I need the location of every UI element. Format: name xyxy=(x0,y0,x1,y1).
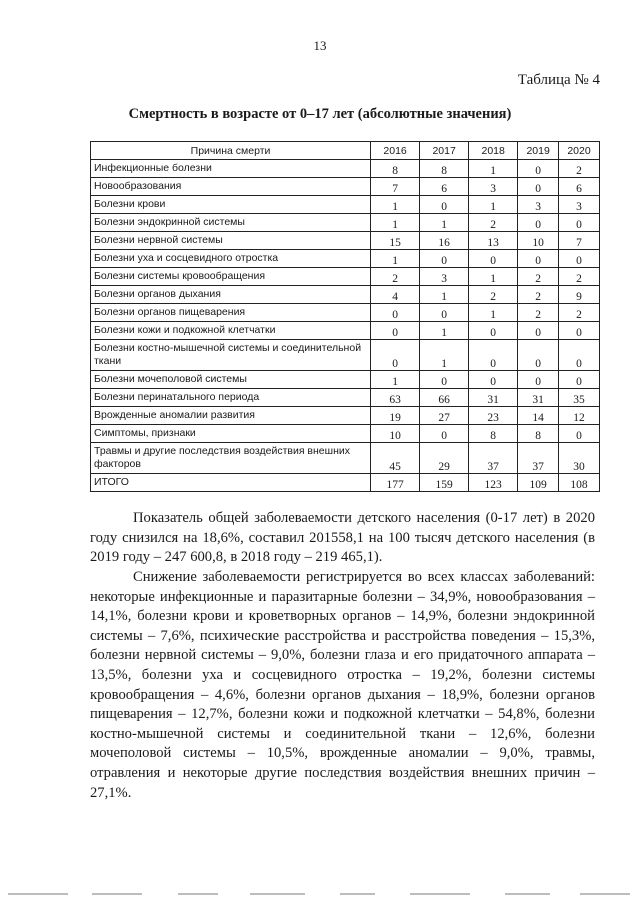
value-cell: 0 xyxy=(518,214,559,232)
value-cell: 0 xyxy=(518,340,559,371)
value-cell: 2 xyxy=(371,268,420,286)
cause-cell: Болезни органов пищеварения xyxy=(91,304,371,322)
value-cell: 0 xyxy=(559,425,600,443)
value-cell: 31 xyxy=(518,389,559,407)
value-cell: 30 xyxy=(559,443,600,474)
value-cell: 37 xyxy=(469,443,518,474)
value-cell: 0 xyxy=(469,250,518,268)
value-cell: 2 xyxy=(518,304,559,322)
cause-cell: Инфекционные болезни xyxy=(91,160,371,178)
table-row xyxy=(91,196,600,214)
cause-cell: Болезни эндокринной системы xyxy=(91,214,371,232)
value-cell: 2 xyxy=(559,160,600,178)
value-cell: 159 xyxy=(420,474,469,492)
cause-cell: Болезни кожи и подкожной клетчатки xyxy=(91,322,371,340)
value-cell: 2 xyxy=(469,214,518,232)
table-row xyxy=(91,322,600,340)
table-row xyxy=(91,250,600,268)
value-cell: 29 xyxy=(420,443,469,474)
body-paragraph-morbidity-rate: Показатель общей заболеваемости детского населения (0-17 лет) в 2020 году снизился на 18,6%, составил 201558,1 на 100 тысяч детского населения (в 2019 году – 247 600,8, в 2018 году – 219 465,1). xyxy=(90,510,595,566)
value-cell: 2 xyxy=(518,268,559,286)
value-cell: 12 xyxy=(559,407,600,425)
value-cell: 31 xyxy=(469,389,518,407)
value-cell: 6 xyxy=(559,178,600,196)
header-year: 2016 xyxy=(371,142,420,160)
value-cell: 0 xyxy=(469,371,518,389)
value-cell: 3 xyxy=(469,178,518,196)
cause-cell: Болезни крови xyxy=(91,196,371,214)
cause-cell: Болезни нервной системы xyxy=(91,232,371,250)
table-row xyxy=(91,407,600,425)
value-cell: 0 xyxy=(420,371,469,389)
scan-edge-marks xyxy=(0,893,640,897)
value-cell: 1 xyxy=(371,214,420,232)
table-row xyxy=(91,371,600,389)
table-row xyxy=(91,443,600,474)
value-cell: 109 xyxy=(518,474,559,492)
value-cell: 10 xyxy=(371,425,420,443)
value-cell: 2 xyxy=(469,286,518,304)
value-cell: 15 xyxy=(371,232,420,250)
value-cell: 3 xyxy=(420,268,469,286)
value-cell: 1 xyxy=(420,322,469,340)
value-cell: 0 xyxy=(469,322,518,340)
value-cell: 0 xyxy=(420,196,469,214)
value-cell: 0 xyxy=(518,250,559,268)
value-cell: 23 xyxy=(469,407,518,425)
table-title: Смертность в возрасте от 0–17 лет (абсолютные значения) xyxy=(128,106,512,122)
value-cell: 0 xyxy=(518,371,559,389)
value-cell: 6 xyxy=(420,178,469,196)
value-cell: 2 xyxy=(559,268,600,286)
value-cell: 0 xyxy=(420,250,469,268)
value-cell: 13 xyxy=(469,232,518,250)
cause-cell: ИТОГО xyxy=(91,474,371,492)
value-cell: 0 xyxy=(559,340,600,371)
value-cell: 0 xyxy=(420,425,469,443)
value-cell: 14 xyxy=(518,407,559,425)
value-cell: 45 xyxy=(371,443,420,474)
table-row xyxy=(91,286,600,304)
value-cell: 0 xyxy=(559,250,600,268)
value-cell: 0 xyxy=(559,371,600,389)
page-number: 13 xyxy=(313,38,327,53)
value-cell: 1 xyxy=(469,160,518,178)
cause-cell: Болезни системы кровообращения xyxy=(91,268,371,286)
value-cell: 7 xyxy=(371,178,420,196)
value-cell: 0 xyxy=(559,214,600,232)
value-cell: 7 xyxy=(559,232,600,250)
table-label: Таблица № 4 xyxy=(517,72,600,88)
cause-cell: Симптомы, признаки xyxy=(91,425,371,443)
value-cell: 37 xyxy=(518,443,559,474)
value-cell: 123 xyxy=(469,474,518,492)
value-cell: 0 xyxy=(518,160,559,178)
value-cell: 8 xyxy=(420,160,469,178)
value-cell: 0 xyxy=(559,322,600,340)
value-cell: 1 xyxy=(420,340,469,371)
table-row xyxy=(91,389,600,407)
cause-cell: Болезни органов дыхания xyxy=(91,286,371,304)
value-cell: 10 xyxy=(518,232,559,250)
table-row xyxy=(91,340,600,371)
header-year: 2019 xyxy=(518,142,559,160)
value-cell: 1 xyxy=(469,304,518,322)
mortality-table xyxy=(90,141,600,492)
value-cell: 0 xyxy=(469,340,518,371)
value-cell: 0 xyxy=(518,322,559,340)
table-row xyxy=(91,178,600,196)
value-cell: 8 xyxy=(469,425,518,443)
cause-cell: Болезни мочеполовой системы xyxy=(91,371,371,389)
value-cell: 8 xyxy=(518,425,559,443)
value-cell: 4 xyxy=(371,286,420,304)
value-cell: 1 xyxy=(469,268,518,286)
value-cell: 2 xyxy=(518,286,559,304)
value-cell: 1 xyxy=(371,250,420,268)
table-total-row xyxy=(91,474,600,492)
cause-cell: Врожденные аномалии развития xyxy=(91,407,371,425)
value-cell: 108 xyxy=(559,474,600,492)
table-row xyxy=(91,268,600,286)
table-row xyxy=(91,425,600,443)
table-header-row xyxy=(91,142,600,160)
value-cell: 19 xyxy=(371,407,420,425)
cause-cell: Болезни перинатального периода xyxy=(91,389,371,407)
value-cell: 0 xyxy=(518,178,559,196)
value-cell: 1 xyxy=(371,196,420,214)
value-cell: 2 xyxy=(559,304,600,322)
value-cell: 63 xyxy=(371,389,420,407)
cause-cell: Травмы и другие последствия воздействия внешних факторов xyxy=(91,443,371,474)
header-year: 2017 xyxy=(420,142,469,160)
value-cell: 27 xyxy=(420,407,469,425)
table-row xyxy=(91,214,600,232)
cause-cell: Болезни костно-мышечной системы и соединительной ткани xyxy=(91,340,371,371)
header-cause: Причина смерти xyxy=(91,142,371,160)
cause-cell: Новообразования xyxy=(91,178,371,196)
value-cell: 0 xyxy=(371,322,420,340)
value-cell: 16 xyxy=(420,232,469,250)
cause-cell: Болезни уха и сосцевидного отростка xyxy=(91,250,371,268)
value-cell: 1 xyxy=(469,196,518,214)
table-row xyxy=(91,160,600,178)
header-year: 2018 xyxy=(469,142,518,160)
value-cell: 3 xyxy=(518,196,559,214)
value-cell: 177 xyxy=(371,474,420,492)
value-cell: 0 xyxy=(371,304,420,322)
table-body xyxy=(91,160,600,492)
value-cell: 0 xyxy=(420,304,469,322)
value-cell: 1 xyxy=(420,214,469,232)
table-row xyxy=(91,304,600,322)
table-row xyxy=(91,232,600,250)
body-paragraph-morbidity-decline: Снижение заболеваемости регистрируется во всех классах заболеваний: некоторые инфекционные и паразитарные болезни – 34,9%, новообразования – 14,1%, болезни крови и кроветворных органов – 14,9%, болезни эндокринной системы – 7,6%, психические расстройства и расстройства поведения – 15,3%, болезни нервной системы – 9,0%, болезни глаза и его придаточного аппарата – 13,5%, болезни уха и сосцевидного отростка – 19,2%, болезни системы кровообращения – 4,6%, болезни органов дыхания – 18,9%, болезни органов пищеварения – 12,7%, болезни кожи и подкожной клетчатки – 54,8%, болезни костно-мышечной системы и соединительной ткани – 12,6%, болезни мочеполовой системы – 10,5%, врожденные аномалии – 9,0%, травмы, отравления и некоторые другие последствия воздействия внешних причин – 27,1%. xyxy=(90,569,595,801)
value-cell: 66 xyxy=(420,389,469,407)
value-cell: 3 xyxy=(559,196,600,214)
value-cell: 1 xyxy=(371,371,420,389)
value-cell: 35 xyxy=(559,389,600,407)
value-cell: 1 xyxy=(420,286,469,304)
value-cell: 0 xyxy=(371,340,420,371)
header-year: 2020 xyxy=(559,142,600,160)
value-cell: 9 xyxy=(559,286,600,304)
value-cell: 8 xyxy=(371,160,420,178)
